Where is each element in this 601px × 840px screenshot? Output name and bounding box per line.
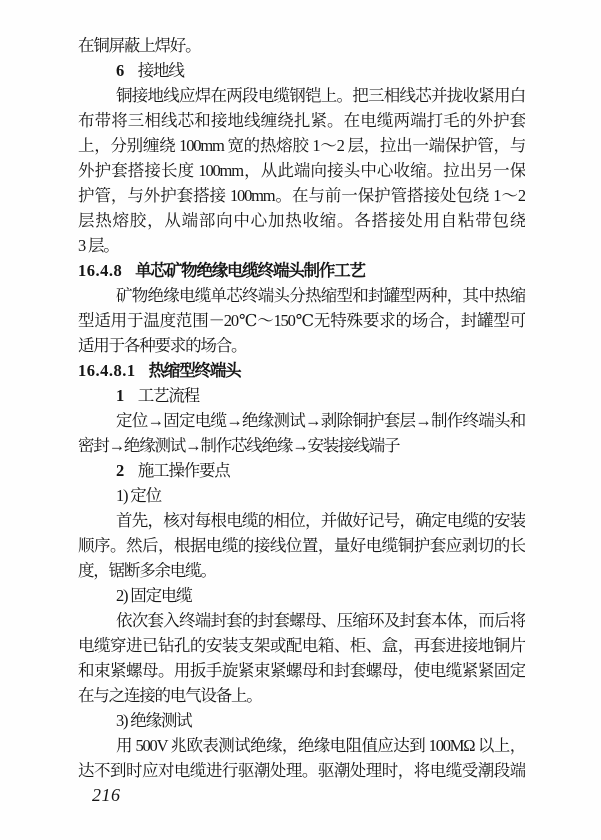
text-line: 3) 绝缘测试 — [116, 711, 192, 730]
item-number: 16.4.8 — [78, 261, 123, 280]
text-line: 在铜屏蔽上焊好。 — [78, 36, 201, 55]
text-line: 电缆穿进已钻孔的安装支架或配电箱、柜、盒，再套进接地铜片 — [78, 636, 525, 655]
line-text: 单芯矿物绝缘电缆终端头制作工艺 — [135, 261, 365, 280]
text-line: 层热熔胶，从端部向中心加热收缩。各搭接处用自粘带包绕 — [78, 211, 525, 230]
text-line: 布带将三相线芯和接地线缠绕扎紧。在电缆两端打毛的外护套 — [78, 111, 525, 130]
heading-line — [78, 458, 525, 483]
text-line: 顺序。然后，根据电缆的接线位置，量好电缆铜护套应剥切的长 — [78, 536, 525, 555]
heading-line — [78, 258, 525, 283]
text-line: 度，锯断多余电缆。 — [78, 561, 216, 580]
text-line: 3 层。 — [78, 236, 119, 255]
text-line: 适用于各种要求的场合。 — [78, 336, 247, 355]
item-number: 16.4.8.1 — [78, 361, 136, 380]
text-line: 护管，与外护套搭接 100mm。在与前一保护管搭接处包绕 1～2 — [78, 186, 525, 205]
text-line: 上，分别缠绕 100mm 宽的热熔胶 1～2 层，拉出一端保护管，与 — [78, 136, 525, 155]
heading-line — [78, 58, 525, 83]
text-line: 在与之连接的电气设备上。 — [78, 686, 262, 705]
line-text: 热缩型终端头 — [148, 361, 241, 380]
text-line: 达不到时应对电缆进行驱潮处理。驱潮处理时，将电缆受潮段端 — [78, 761, 525, 780]
item-number: 2 — [116, 461, 125, 480]
line-text: 施工操作要点 — [137, 461, 230, 480]
text-line: 外护套搭接长度 100mm，从此端向接头中心收缩。拉出另一保 — [78, 161, 525, 180]
text-line: 和束紧螺母。用扳手旋紧束紧螺母和封套螺母，使电缆紧紧固定 — [78, 661, 525, 680]
page-number: 216 — [92, 785, 121, 805]
text-line: 用 500V 兆欧表测试绝缘，绝缘电阻值应达到 100MΩ 以上， — [116, 736, 525, 755]
line-text: 接地线 — [137, 61, 184, 80]
text-line: 铜接地线应焊在两段电缆钢铠上。把三相线芯并拢收紧用白 — [116, 86, 525, 105]
text-line: 定位→固定电缆→绝缘测试→剥除铜护套层→制作终端头和 — [116, 411, 525, 430]
text-line: 型适用于温度范围－20℃～150℃无特殊要求的场合，封罐型可 — [78, 311, 525, 330]
text-line: 密封→绝缘测试→制作芯线绝缘→安装接线端子 — [78, 436, 400, 455]
item-number: 1 — [116, 386, 125, 405]
text-line: 矿物绝缘电缆单芯终端头分热缩型和封罐型两种，其中热缩 — [116, 286, 525, 305]
text-line: 首先，核对每根电缆的相位，并做好记号，确定电缆的安装 — [116, 511, 525, 530]
text-block — [78, 33, 525, 783]
heading-line — [78, 383, 525, 408]
text-line: 1) 定位 — [116, 486, 161, 505]
item-number: 6 — [116, 61, 125, 80]
text-line: 依次套入终端封套的封套螺母、压缩环及封套本体，而后将 — [116, 611, 525, 630]
line-text: 工艺流程 — [137, 386, 199, 405]
text-line: 2) 固定电缆 — [116, 586, 192, 605]
heading-line — [78, 358, 525, 383]
